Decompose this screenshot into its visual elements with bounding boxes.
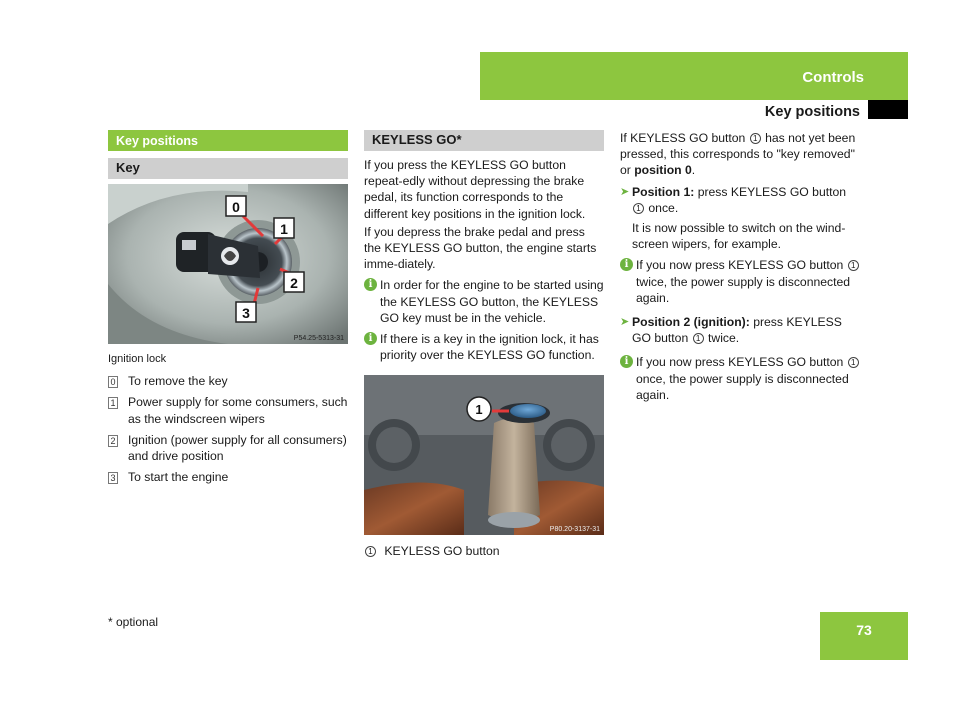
info-icon: i: [620, 258, 633, 271]
info-note: i If you now press KEYLESS GO button 1 once, the power supply is disconnected again.: [620, 354, 860, 403]
page-number: 73: [856, 622, 872, 638]
button-number: 1: [750, 133, 761, 144]
photo-label-2: 2: [290, 275, 298, 291]
info-note: [364, 277, 604, 326]
page-title: Key positions: [764, 104, 860, 120]
keyless-go-photo: [364, 375, 604, 535]
info-note: [364, 331, 604, 363]
intro-paragraph: If KEYLESS GO button 1 has not yet been pressed, this corresponds to "key removed" or position 0.: [620, 131, 856, 178]
header-marker: [868, 100, 908, 119]
subsection-heading: Key: [108, 158, 348, 179]
photo-code: P54.25-5313-31: [293, 335, 344, 342]
paragraph: If you depress the brake pedal and press the KEYLESS GO button, the engine starts imme-diately.: [364, 224, 597, 272]
section-title: Controls: [802, 69, 864, 86]
step-position-2: ➤ Position 2 (ignition): press KEYLESS GO button 1 twice.: [620, 315, 842, 346]
paragraph: If you press the KEYLESS GO button repeat-edly without depressing the brake pedal, its function corresponds to the different key positions in the ignition lock.: [364, 158, 586, 221]
step-note: It is now possible to switch on the wind-screen wipers, for example.: [632, 221, 846, 252]
section-heading: Key positions: [108, 130, 348, 151]
legend-number: 3: [108, 472, 118, 484]
footnote: * optional: [108, 615, 159, 629]
button-number: 1: [848, 260, 859, 271]
photo-label-3: 3: [242, 305, 250, 321]
button-number: 1: [693, 333, 704, 344]
legend-item: [108, 373, 348, 389]
ignition-lock-photo: [108, 184, 348, 344]
photo-label-0: 0: [232, 199, 240, 215]
info-icon: i: [364, 332, 377, 345]
legend-item: [108, 394, 348, 426]
photo-code: P80.20-3137-31: [549, 526, 600, 534]
caption-number: 1: [365, 546, 376, 557]
legend-number: 2: [108, 435, 118, 447]
info-text: If there is a key in the ignition lock, it has priority over the KEYLESS GO function.: [380, 332, 599, 363]
legend-text: Ignition (power supply for all consumers) and drive position: [128, 432, 347, 464]
figure-caption: Ignition lock: [108, 353, 167, 365]
button-number: 1: [633, 203, 644, 214]
legend-number: 0: [108, 376, 118, 388]
legend-text: To start the engine: [128, 470, 229, 485]
legend-item: [108, 432, 348, 464]
legend-text: To remove the key: [128, 374, 228, 389]
keyless-go-heading: KEYLESS GO*: [364, 130, 604, 151]
step-position-1: ➤ Position 1: press KEYLESS GO button 1 once.: [620, 184, 847, 215]
photo-label-1: 1: [475, 402, 483, 418]
figure-caption: 1 KEYLESS GO button: [364, 543, 604, 559]
legend-number: 1: [108, 397, 118, 409]
button-number: 1: [848, 357, 859, 368]
info-icon: i: [364, 278, 377, 291]
column-keyless-go: [364, 130, 604, 560]
step-arrow-icon: ➤: [620, 185, 630, 198]
page-number-box: [820, 612, 908, 660]
info-text: In order for the engine to be started using the KEYLESS GO button, the KEYLESS GO key must be in the vehicle.: [380, 278, 604, 325]
info-note: i If you now press KEYLESS GO button 1 twice, the power supply is disconnected again.: [620, 257, 860, 306]
legend-item: [108, 469, 348, 485]
legend-text: Power supply for some consumers, such as the windscreen wipers: [128, 395, 348, 426]
column-key-positions: [108, 130, 348, 485]
step-arrow-icon: ➤: [620, 316, 630, 329]
info-icon: i: [620, 355, 633, 368]
photo-label-1: 1: [280, 221, 288, 237]
column-keyless-go-positions: [620, 130, 860, 403]
